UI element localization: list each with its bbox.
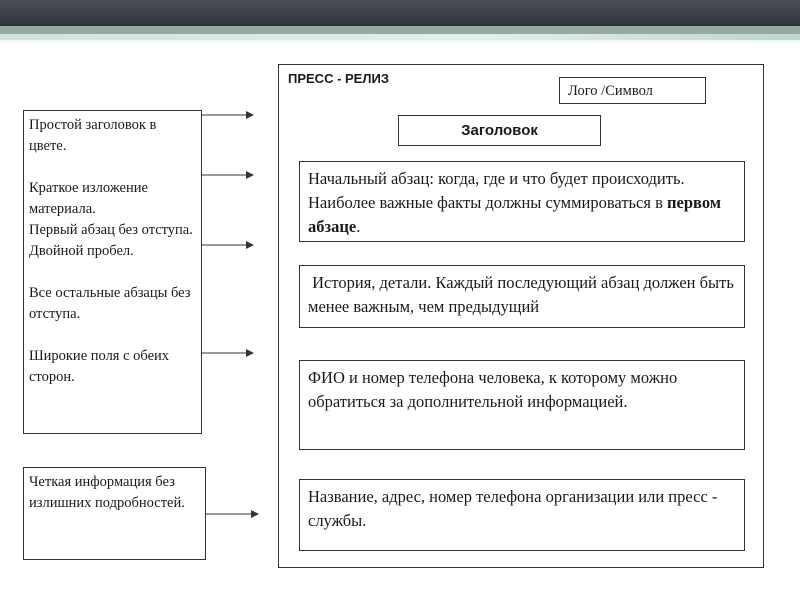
note-simple-heading: Простой заголовок в цвете. [29,117,157,154]
note-double-space: Двойной пробел. [29,243,134,259]
lead-bold-text: первом абзаце [308,193,721,236]
note-wide-margins: Широкие поля с обеих сторон. [29,348,170,385]
organization-block [299,479,745,551]
press-release-title: ПРЕСС - РЕЛИЗ [288,71,389,86]
history-block [299,265,745,328]
lead-suffix: . [356,217,361,236]
note-other-paragraphs: Все остальные абзацы без отступа. [29,285,191,322]
note-summary: Краткое изложение материала. [29,180,148,217]
contact-block [299,360,745,450]
contact-text: ФИО и номер телефона человека, к которому можно обратиться за дополнительной информацией. [308,368,678,411]
note-first-paragraph: Первый абзац без отступа. [29,222,193,238]
organization-text: Название, адрес, номер телефона организации или пресс - службы. [308,487,718,530]
logo-placeholder: Лого /Символ [559,77,706,104]
lead-text: Начальный абзац: когда, где и что будет происходить. Наиболее важные факты должны суммироваться в [308,169,685,212]
heading-placeholder: Заголовок [398,115,601,146]
history-text: История, детали. Каждый последующий абзац должен быть менее важным, чем предыдущий [308,273,738,316]
note-clear-info: Четкая информация без излишних подробностей. [29,474,185,511]
lead-paragraph-block [299,161,745,242]
